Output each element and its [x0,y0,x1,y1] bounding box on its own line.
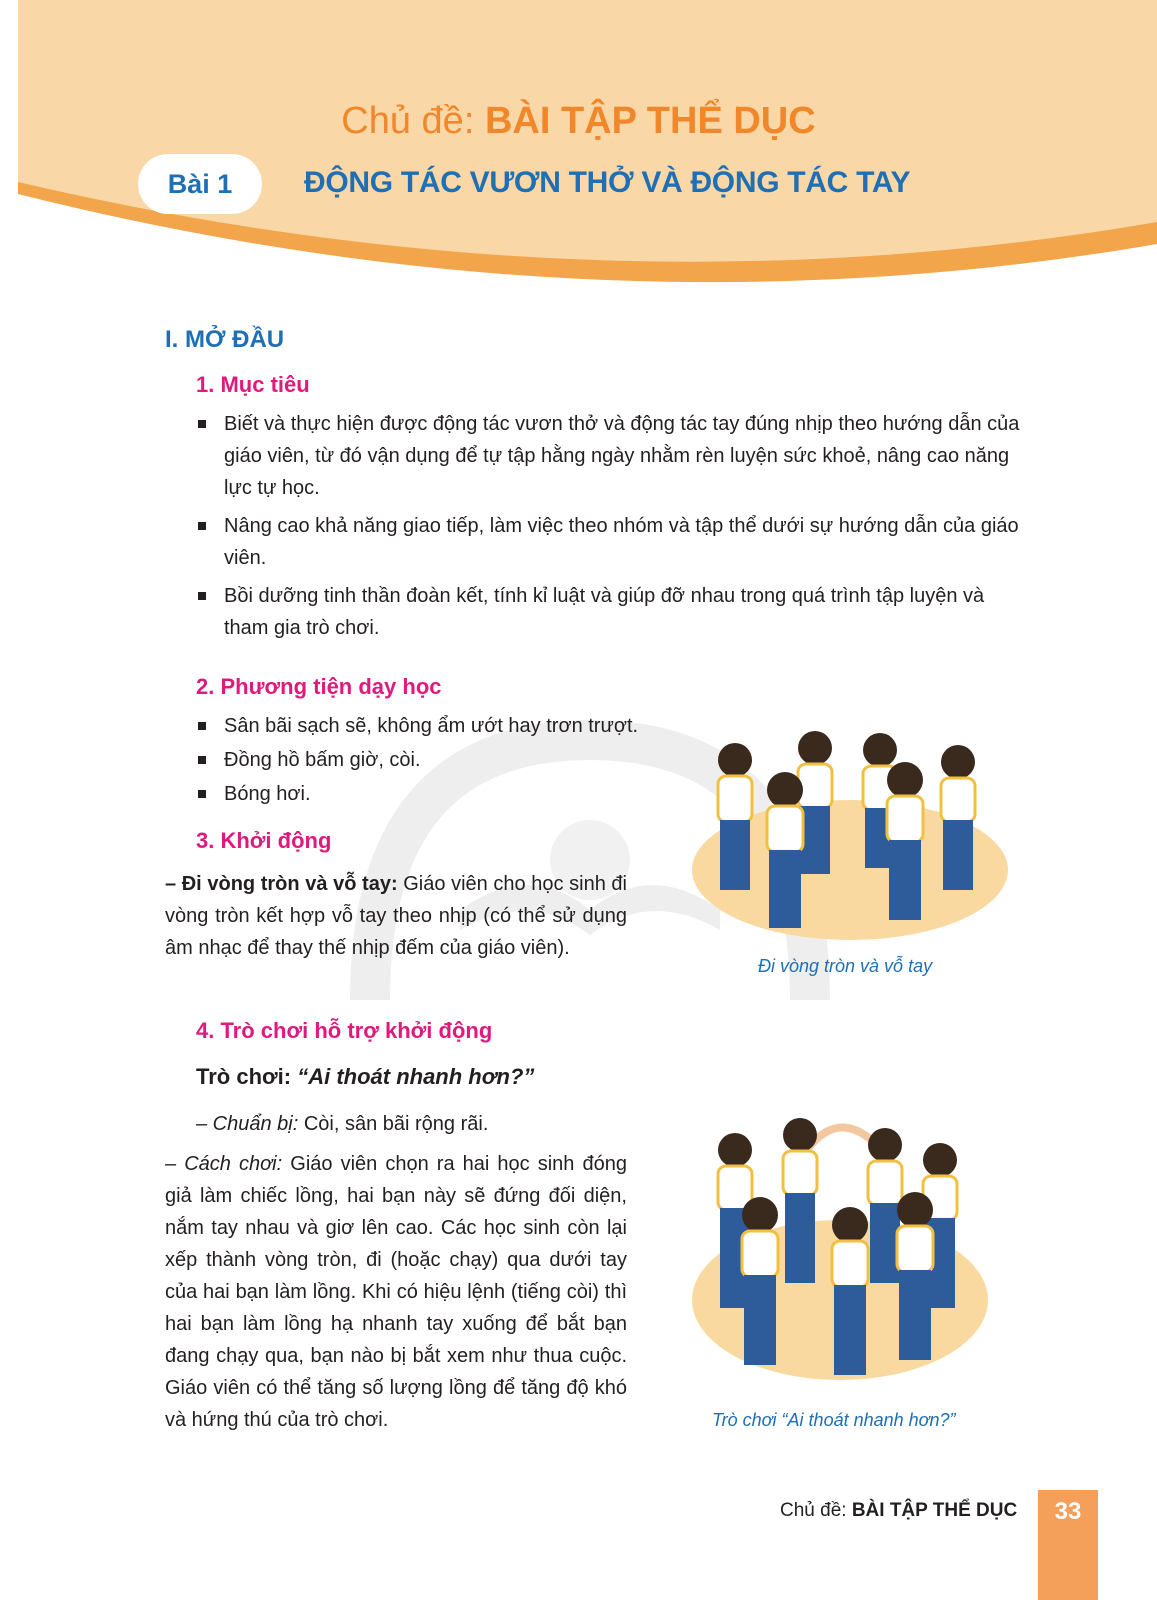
game-heading: 4. Trò chơi hỗ trợ khởi động [196,1018,493,1043]
list-item: Bóng hơi. [196,778,676,810]
warmup-heading: 3. Khởi động [196,828,332,853]
game-rules-paragraph: – Cách chơi: Giáo viên chọn ra hai học sinh đóng giả làm chiếc lồng, hai bạn này sẽ đứng đối diện, nắm tay nhau và giơ lên cao. Các học sinh còn lại xếp thành vòng tròn, đi (hoặc chạy) qua dưới tay của hai bạn làm lồng. Khi có hiệu lệnh (tiếng còi) thì hai bạn làm lồng hạ nhanh tay xuống để bắt bạn đang chạy qua, bạn nào bị bắt xem như thua cuộc. Giáo viên có thể tăng số lượng lồng để tăng độ khó và hứng thú của trò chơi. [165,1153,627,1431]
bullet-icon [198,756,206,764]
footer-topic: Chủ đề: BÀI TẬP THỂ DỤC [780,1500,1018,1521]
circle-clapping-illustration [690,720,1010,950]
goals-list [196,408,1026,650]
section-title: I. MỞ ĐẦU [165,326,285,353]
list-item: Đồng hồ bấm giờ, còi. [196,744,676,776]
game-name: Trò chơi: “Ai thoát nhanh hơn?” [196,1064,535,1089]
lesson-title: ĐỘNG TÁC VƯƠN THỞ VÀ ĐỘNG TÁC TAY [304,166,911,199]
list-item: Biết và thực hiện được động tác vươn thở và động tác tay đúng nhịp theo hướng dẫn của giáo viên, từ đó vận dụng để tự tập hằng ngày nhằm rèn luyện sức khoẻ, nâng cao năng lực tự học. [196,408,1026,504]
topic-title: Chủ đề: BÀI TẬP THỂ DỤC [341,100,816,142]
bullet-icon [198,522,206,530]
bullet-icon [198,592,206,600]
list-item: Sân bãi sạch sẽ, không ẩm ướt hay trơn trượt. [196,710,676,742]
list-item: Bồi dưỡng tinh thần đoàn kết, tính kỉ luật và giúp đỡ nhau trong quá trình tập luyện và tham gia trò chơi. [196,580,1026,644]
materials-heading: 2. Phương tiện dạy học [196,674,442,699]
warmup-paragraph: – Đi vòng tròn và vỗ tay: Giáo viên cho học sinh đi vòng tròn kết hợp vỗ tay theo nhịp (có thể sử dụng âm nhạc để thay thế nhịp đếm của giáo viên). [165,873,627,959]
warmup-caption: Đi vòng tròn và vỗ tay [758,956,933,976]
bullet-icon [198,420,206,428]
page-tab [1038,1490,1098,1600]
list-item: Nâng cao khả năng giao tiếp, làm việc theo nhóm và tập thể dưới sự hướng dẫn của giáo viên. [196,510,1026,574]
game-preparation: – Chuẩn bị: Còi, sân bãi rộng rãi. [196,1113,489,1135]
cage-game-illustration [690,1100,990,1390]
game-caption: Trò chơi “Ai thoát nhanh hơn?” [712,1410,956,1430]
materials-list [196,710,676,812]
page-number: 33 [1054,1498,1082,1525]
goals-heading: 1. Mục tiêu [196,372,310,397]
header-banner [0,0,1157,300]
bullet-icon [198,790,206,798]
lesson-label: Bài 1 [138,154,262,214]
bullet-icon [198,722,206,730]
